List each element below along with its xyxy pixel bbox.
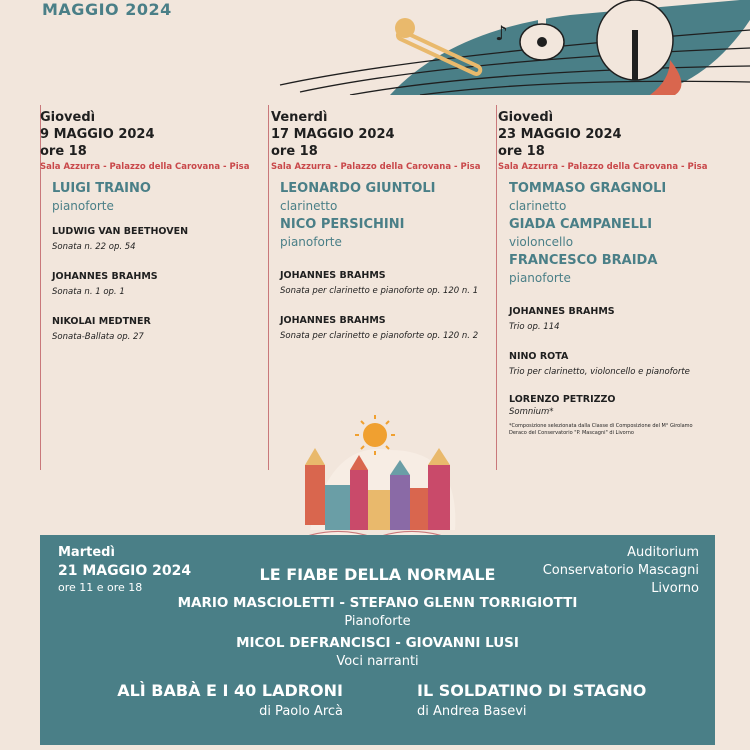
work-title: Sonata n. 22 op. 54 xyxy=(52,242,136,252)
performer-instrument: clarinetto xyxy=(280,199,338,213)
concert-venue: Sala Azzurra - Palazzo della Carovana - Pisa xyxy=(271,162,481,172)
instruments-illustration xyxy=(270,0,750,95)
footnote: *Composizione selezionata dalla Classe di Composizione del M° Girolamo Deraco del Conservatorio "P. Mascagni" di Livorno xyxy=(509,423,693,436)
composer: NIKOLAI MEDTNER xyxy=(52,316,151,327)
narrators: MICOL DEFRANCISCI - GIOVANNI LUSI xyxy=(236,635,519,651)
event-day: Martedì xyxy=(58,545,115,560)
work2-author: di Andrea Basevi xyxy=(417,704,527,719)
composer: NINO ROTA xyxy=(509,351,569,362)
pianists-role: Pianoforte xyxy=(344,614,411,629)
performer-name: NICO PERSICHINI xyxy=(280,217,405,232)
work1-author: di Paolo Arcà xyxy=(259,704,343,719)
performer-name: LUIGI TRAINO xyxy=(52,181,151,196)
event-time: ore 11 e ore 18 xyxy=(58,581,143,594)
performer-name: FRANCESCO BRAIDA xyxy=(509,253,658,268)
composer: LUDWIG VAN BEETHOVEN xyxy=(52,226,189,237)
composer: JOHANNES BRAHMS xyxy=(280,270,386,281)
concert-column-1 xyxy=(40,110,265,344)
concert-venue: Sala Azzurra - Palazzo della Carovana - Pisa xyxy=(498,162,708,172)
header-month: MAGGIO 2024 xyxy=(42,0,172,19)
concert-day: Venerdì xyxy=(271,110,328,125)
work-title: Trio op. 114 xyxy=(509,322,560,332)
concert-column-2 xyxy=(271,110,496,343)
svg-text:♪: ♪ xyxy=(495,21,508,45)
narrators-role: Voci narranti xyxy=(336,654,419,669)
event-venue-line3: Livorno xyxy=(651,581,699,596)
sun-icon xyxy=(355,415,395,455)
concert-column-3 xyxy=(498,110,743,436)
composer: LORENZO PETRIZZO xyxy=(509,394,616,405)
work-title: Trio per clarinetto, violoncello e pianoforte xyxy=(509,367,690,377)
pianists: MARIO MASCIOLETTI - STEFANO GLENN TORRIGIOTTI xyxy=(177,595,578,611)
performer-instrument: pianoforte xyxy=(52,199,114,213)
event-title: LE FIABE DELLA NORMALE xyxy=(259,565,496,584)
work-title: Sonata per clarinetto e pianoforte op. 120 n. 1 xyxy=(280,286,479,296)
work-title: Sonata n. 1 op. 1 xyxy=(52,287,125,297)
performer-name: TOMMASO GRAGNOLI xyxy=(509,181,667,196)
composer: JOHANNES BRAHMS xyxy=(280,315,386,326)
performer-instrument: clarinetto xyxy=(509,199,567,213)
performer-name: GIADA CAMPANELLI xyxy=(509,217,653,232)
concert-time: ore 18 xyxy=(40,144,87,159)
concert-date: 23 MAGGIO 2024 xyxy=(498,127,622,142)
fairytale-book-illustration xyxy=(270,410,480,555)
guitar-icon xyxy=(520,0,564,60)
composer: JOHANNES BRAHMS xyxy=(52,271,158,282)
concert-day: Giovedì xyxy=(498,110,554,125)
work-title: Sonata per clarinetto e pianoforte op. 120 n. 2 xyxy=(280,331,479,341)
concert-time: ore 18 xyxy=(271,144,318,159)
work-title: Sonata-Ballata op. 27 xyxy=(52,332,144,342)
work1-title: ALÌ BABÀ E I 40 LADRONI xyxy=(117,681,343,700)
concert-date: 17 MAGGIO 2024 xyxy=(271,127,395,142)
column-divider xyxy=(268,105,269,470)
performer-instrument: pianoforte xyxy=(280,235,342,249)
concert-day: Giovedì xyxy=(40,110,96,125)
composer: JOHANNES BRAHMS xyxy=(509,306,615,317)
concert-date: 9 MAGGIO 2024 xyxy=(40,127,155,142)
concert-time: ore 18 xyxy=(498,144,545,159)
performer-instrument: violoncello xyxy=(509,235,574,249)
performer-instrument: pianoforte xyxy=(509,271,571,285)
column-divider xyxy=(496,105,497,470)
work2-title: IL SOLDATINO DI STAGNO xyxy=(417,681,647,700)
special-event-banner xyxy=(40,535,715,745)
performer-name: LEONARDO GIUNTOLI xyxy=(280,181,436,196)
work-title: Somnium* xyxy=(509,407,554,417)
event-venue-line2: Conservatorio Mascagni xyxy=(542,563,699,578)
event-venue-line1: Auditorium xyxy=(627,545,699,560)
event-date: 21 MAGGIO 2024 xyxy=(58,563,192,579)
concert-venue: Sala Azzurra - Palazzo della Carovana - Pisa xyxy=(40,162,250,172)
